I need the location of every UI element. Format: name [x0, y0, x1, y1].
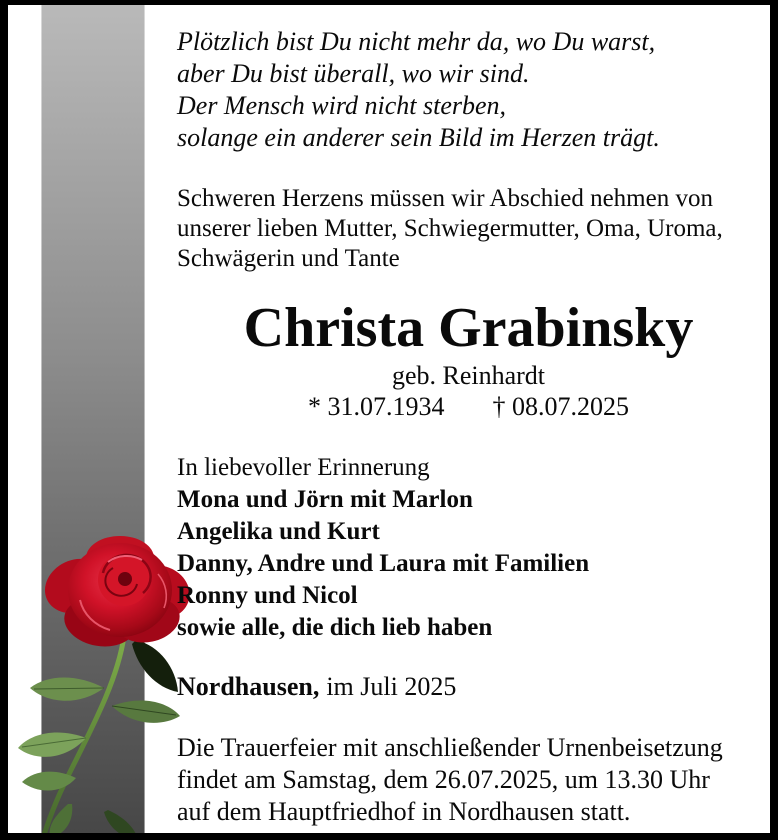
mourner-line: Ronny und Nicol	[177, 582, 358, 609]
deceased-name: Christa Grabinsky	[243, 297, 694, 359]
mourner-line: Danny, Andre und Laura mit Familien	[177, 550, 590, 577]
life-dates	[177, 392, 760, 422]
intro-line: unserer lieben Mutter, Schwiegermutter, Oma, Uroma,	[177, 215, 723, 242]
memorial-poem	[177, 26, 660, 154]
funeral-line: findet am Samstag, dem 26.07.2025, um 13.30 Uhr	[177, 765, 710, 794]
rose-icon	[8, 528, 198, 840]
funeral-line: auf dem Hauptfriedhof in Nordhausen statt.	[177, 797, 631, 826]
poem-line: solange ein anderer sein Bild im Herzen trägt.	[177, 123, 660, 152]
poem-line: aber Du bist überall, wo wir sind.	[177, 59, 530, 88]
deceased-block	[177, 298, 760, 422]
mourner-line: sowie alle, die dich lieb haben	[177, 614, 493, 641]
frame-bottom-border	[0, 833, 778, 840]
birth-name: geb. Reinhardt	[391, 361, 546, 390]
funeral-info	[177, 732, 723, 828]
birth-date: * 31.07.1934	[308, 392, 445, 421]
frame-left-border	[0, 0, 8, 840]
place-name: Nordhausen,	[177, 672, 320, 701]
frame-right-border	[770, 0, 778, 840]
poem-line: Der Mensch wird nicht sterben,	[177, 91, 507, 120]
mourner-line: Angelika und Kurt	[177, 518, 380, 545]
death-date: † 08.07.2025	[492, 392, 629, 421]
poem-line: Plötzlich bist Du nicht mehr da, wo Du warst,	[177, 27, 656, 56]
notice-date: im Juli 2025	[326, 672, 457, 701]
mourner-line: Mona und Jörn mit Marlon	[177, 486, 473, 513]
intro-line: Schweren Herzens müssen wir Abschied nehmen von	[177, 185, 713, 212]
place-date-line	[177, 672, 456, 702]
farewell-intro	[177, 184, 723, 274]
funeral-line: Die Trauerfeier mit anschließender Urnenbeisetzung	[177, 733, 723, 762]
frame-top-border	[0, 0, 778, 5]
mourners-block	[177, 452, 589, 644]
intro-line: Schwägerin und Tante	[177, 245, 400, 272]
remembrance-heading: In liebevoller Erinnerung	[177, 454, 430, 481]
